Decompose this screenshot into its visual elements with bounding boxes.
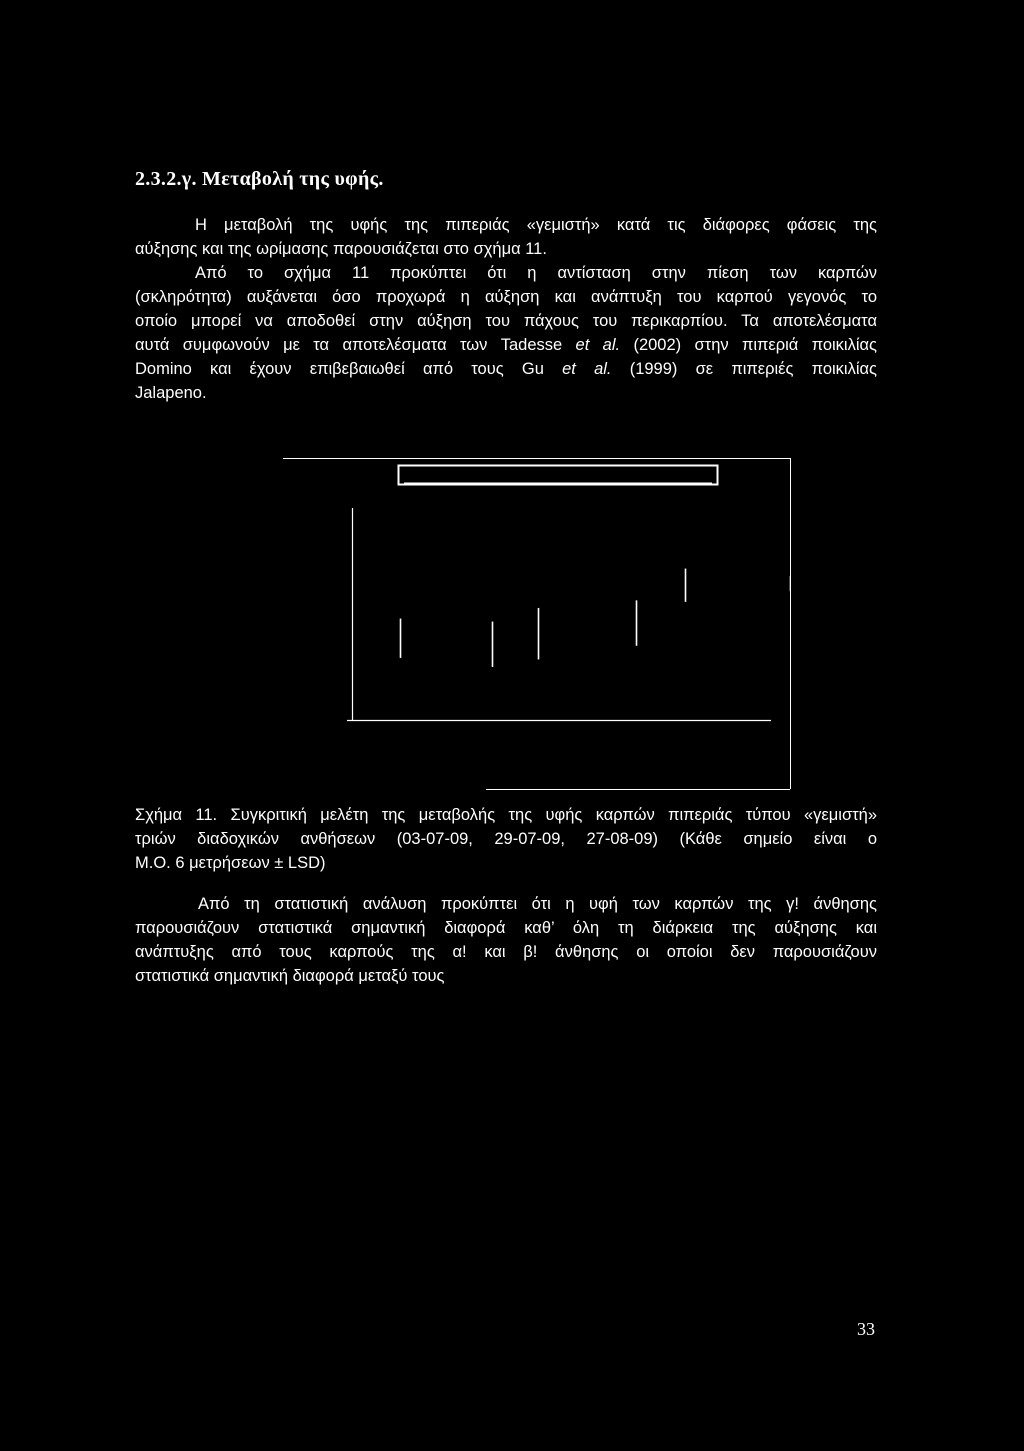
paragraph-line: στατιστικά σημαντική διαφορά μεταξύ τους: [135, 967, 445, 985]
paragraph-line: αύξησης και της ωρίμασης παρουσιάζεται στο σχήμα 11.: [135, 240, 547, 258]
legend-box: [399, 466, 718, 485]
paragraph-line: παρουσιάζουν στατιστικά σημαντική διαφορά καθ’ όλη τη διάρκεια της αύξησης και: [135, 919, 877, 937]
paragraph-line-citation: [135, 333, 877, 357]
paragraph-line: οποίο μπορεί να αποδοθεί στην αύξηση του πάχους του περικαρπίου. Τα αποτελέσματα: [135, 312, 877, 330]
page-number: 33: [857, 1319, 875, 1339]
section-heading: 2.3.2.γ. Μεταβολή της υφής.: [135, 168, 384, 190]
paragraph-line: Jalapeno.: [135, 384, 207, 402]
paragraph-line: Από τη στατιστική ανάλυση προκύπτει ότι η υφή των καρπών της γ! άνθησης: [198, 895, 877, 913]
figure-caption: [135, 803, 877, 875]
texture-chart: [283, 458, 791, 790]
caption-line: Σχήμα 11. Συγκριτική μελέτη της μεταβολής της υφής καρπών πιπεριάς τύπου «γεμιστή»: [135, 806, 877, 824]
chart-svg: [283, 458, 791, 790]
citation-text: Domino και έχουν επιβεβαιωθεί από τους Gu: [135, 360, 544, 378]
lsd-bars: [401, 569, 791, 667]
paragraph-line: Η μεταβολή της υφής της πιπεριάς «γεμιστή» κατά τις διάφορες φάσεις της: [195, 216, 877, 234]
paragraph-line: (σκληρότητα) αυξάνεται όσο προχωρά η αύξηση και ανάπτυξη του καρπού γεγονός το: [135, 288, 877, 306]
paragraph-line: Από το σχήμα 11 προκύπτει ότι η αντίσταση στην πίεση των καρπών: [195, 264, 877, 282]
citation-text: αυτά συμφωνούν με τα αποτελέσματα των Tadesse: [135, 336, 563, 354]
citation-tail: (1999) σε πιπεριές ποικιλίας: [629, 360, 877, 378]
citation-tail: (2002) στην πιπεριά ποικιλίας: [633, 336, 878, 354]
et-al-text: et al.: [562, 360, 612, 378]
et-al-text: et al.: [575, 336, 621, 354]
paragraph-intro: [135, 213, 877, 405]
paragraph-line: ανάπτυξης από τους καρπούς της α! και β! άνθησης οι οποίοι δεν παρουσιάζουν: [135, 943, 877, 961]
paragraph-statistics: [135, 892, 877, 988]
caption-line: τριών διαδοχικών ανθήσεων (03-07-09, 29-07-09, 27-08-09) (Κάθε σημείο είναι ο: [135, 830, 877, 848]
paragraph-line-citation: [135, 357, 877, 381]
caption-line: Μ.Ο. 6 μετρήσεων ± LSD): [135, 854, 326, 872]
